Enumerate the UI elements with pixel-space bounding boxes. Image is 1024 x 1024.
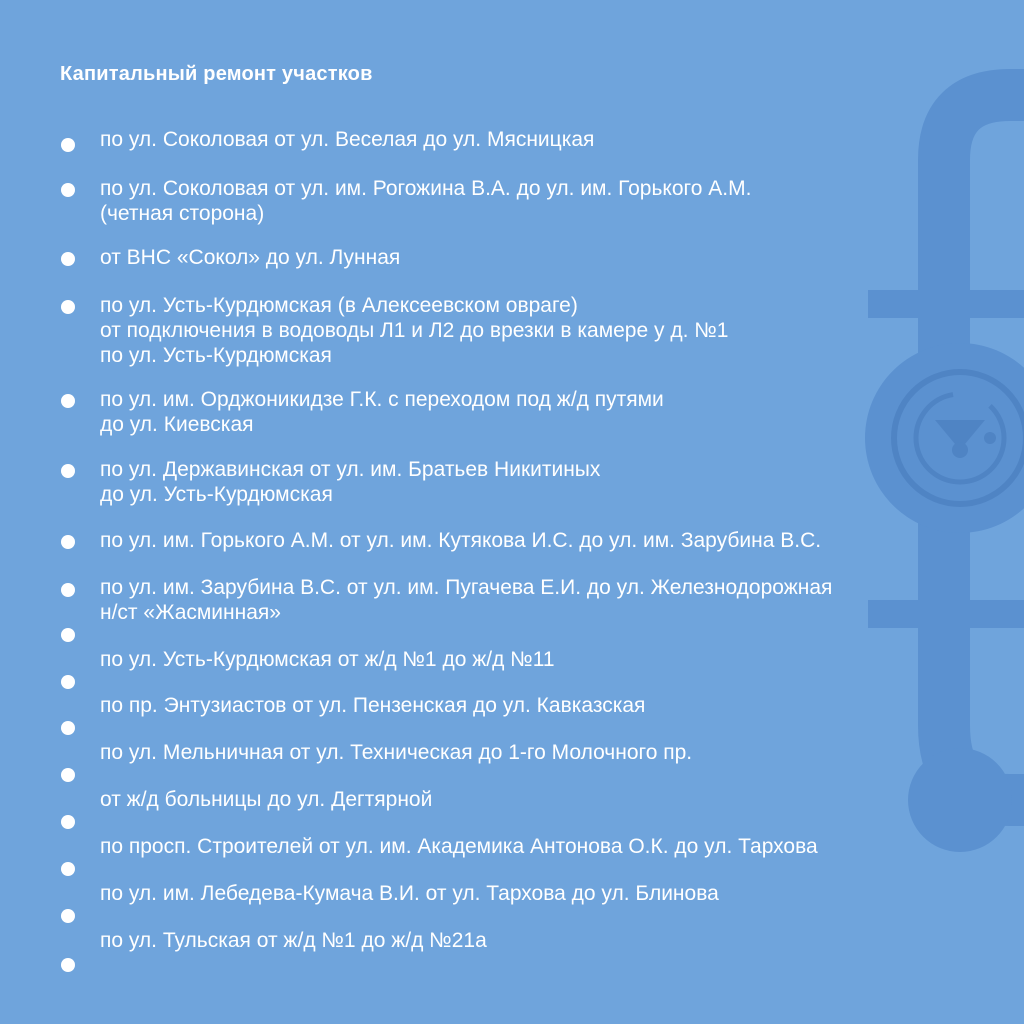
bullet-dot <box>61 464 75 478</box>
list-item <box>100 881 1020 906</box>
bullet-dot <box>61 862 75 876</box>
list-item-line: по ул. им. Лебедева-Кумача В.И. от ул. Тархова до ул. Блинова <box>100 882 719 905</box>
list-item-line: по пр. Энтузиастов от ул. Пензенская до ул. Кавказская <box>100 694 646 717</box>
list-item-line: по просп. Строителей от ул. им. Академика Антонова О.К. до ул. Тархова <box>100 835 818 858</box>
list-item <box>100 575 1020 625</box>
bullet-dot <box>61 721 75 735</box>
list-item <box>100 528 1020 553</box>
bullet-dot <box>61 583 75 597</box>
list-item <box>100 928 1020 953</box>
bullet-dot <box>61 958 75 972</box>
list-item <box>100 693 1020 718</box>
list-item-line: по ул. Державинская от ул. им. Братьев Никитиных <box>100 458 601 481</box>
bullet-dot <box>61 909 75 923</box>
list-item <box>100 387 1020 437</box>
list-item-line: по ул. Соколовая от ул. Веселая до ул. Мясницкая <box>100 128 595 151</box>
bullet-dot <box>61 768 75 782</box>
bullet-dot <box>61 300 75 314</box>
bullet-dot <box>61 675 75 689</box>
bullet-dot <box>61 183 75 197</box>
list-item <box>100 245 1020 270</box>
list-item-line: от ж/д больницы до ул. Дегтярной <box>100 788 433 811</box>
list-item-line: по ул. Тульская от ж/д №1 до ж/д №21а <box>100 929 487 952</box>
list-item-line: по ул. Мельничная от ул. Техническая до 1-го Молочного пр. <box>100 741 693 764</box>
page-title: Капитальный ремонт участков <box>60 63 373 85</box>
list-item-line: (четная сторона) <box>100 202 265 225</box>
list-item <box>100 787 1020 812</box>
list-item-line: по ул. Усть-Курдюмская от ж/д №1 до ж/д №11 <box>100 648 555 671</box>
list-item-line: по ул. Усть-Курдюмская (в Алексеевском овраге) <box>100 294 578 317</box>
list-item <box>100 176 1020 226</box>
list-item <box>100 293 1020 368</box>
bullet-dot <box>61 252 75 266</box>
list-item-line: н/ст «Жасминная» <box>100 601 281 624</box>
list-item-line: до ул. Усть-Курдюмская <box>100 483 333 506</box>
bullet-dot <box>61 394 75 408</box>
list-item-line: по ул. им. Орджоникидзе Г.К. с переходом под ж/д путями <box>100 388 664 411</box>
list-item-line: от подключения в водоводы Л1 и Л2 до врезки в камере у д. №1 <box>100 319 729 342</box>
list-item-line: по ул. Усть-Курдюмская <box>100 344 332 367</box>
list-item <box>100 834 1020 859</box>
list-item-line: от ВНС «Сокол» до ул. Лунная <box>100 246 401 269</box>
list-item <box>100 740 1020 765</box>
list-item <box>100 127 1020 152</box>
list-item-line: по ул. им. Зарубина В.С. от ул. им. Пугачева Е.И. до ул. Железнодорожная <box>100 576 833 599</box>
bullet-dot <box>61 815 75 829</box>
list-item <box>100 647 1020 672</box>
list-item-line: по ул. Соколовая от ул. им. Рогожина В.А. до ул. им. Горького А.М. <box>100 177 752 200</box>
bullet-dot <box>61 138 75 152</box>
bullet-dot <box>61 628 75 642</box>
list-item <box>100 457 1020 507</box>
list-item-line: по ул. им. Горького А.М. от ул. им. Кутякова И.С. до ул. им. Зарубина В.С. <box>100 529 822 552</box>
bullet-dot <box>61 535 75 549</box>
list-item-line: до ул. Киевская <box>100 413 254 436</box>
